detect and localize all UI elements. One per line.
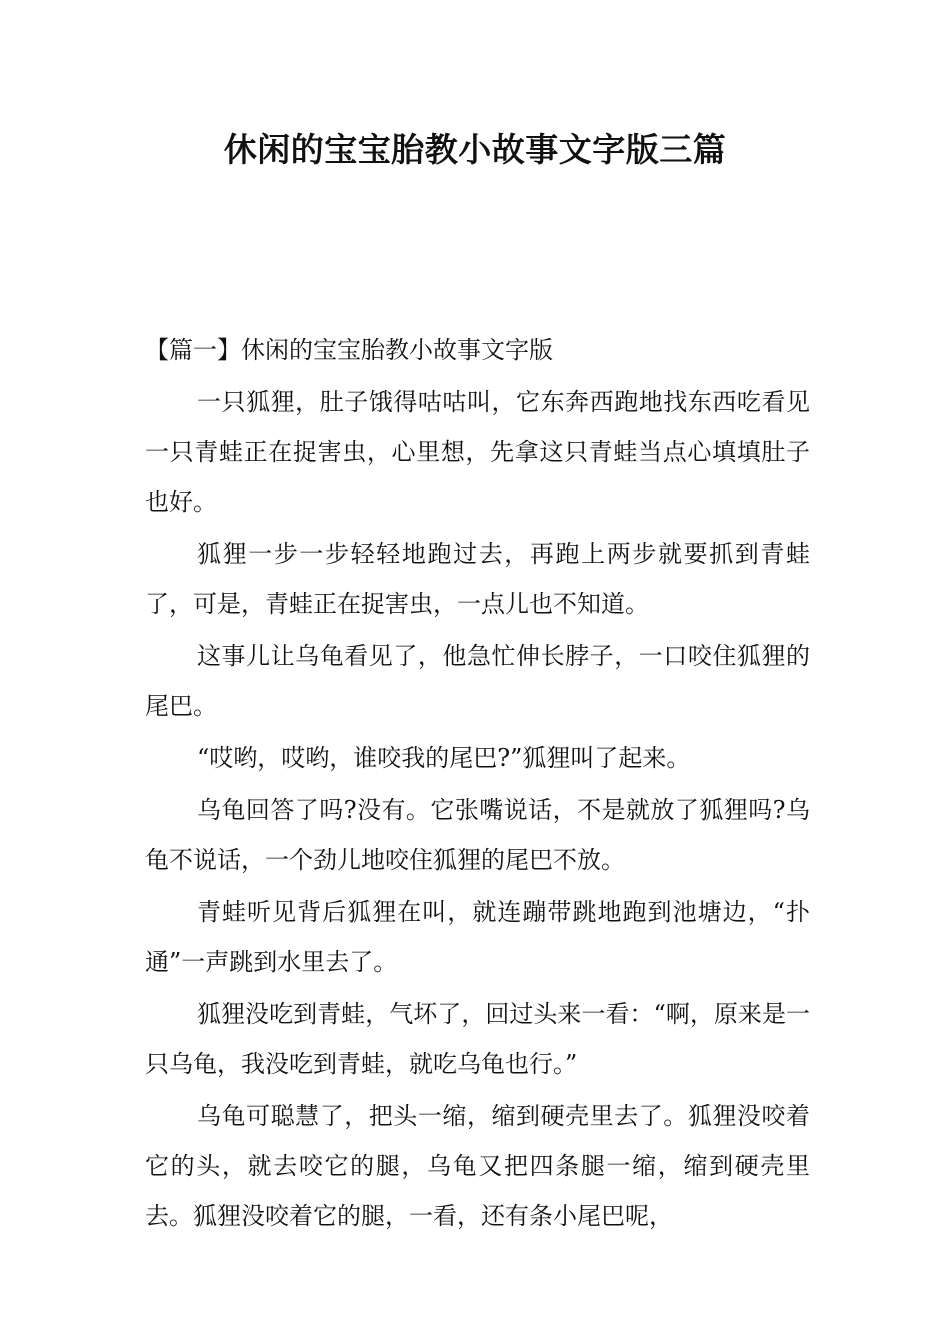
- document-title: 休闲的宝宝胎教小故事文字版三篇: [223, 130, 727, 169]
- paragraph-1: 一只狐狸，肚子饿得咕咕叫，它东奔西跑地找东西吃看见一只青蛙正在捉害虫，心里想，先拿这只青蛙当点心填填肚子也好。: [145, 388, 810, 516]
- paragraph-7: 狐狸没吃到青蛙，气坏了，回过头来一看：“啊，原来是一只乌龟，我没吃到青蛙，就吃乌龟也行。”: [145, 1000, 810, 1078]
- paragraph-6: 青蛙听见背后狐狸在叫，就连蹦带跳地跑到池塘边，“扑通”一声跳到水里去了。: [145, 898, 810, 976]
- paragraph-4: “哎哟，哎哟，谁咬我的尾巴?”狐狸叫了起来。: [197, 744, 691, 772]
- paragraph-8: 乌龟可聪慧了，把头一缩，缩到硬壳里去了。狐狸没咬着它的头，就去咬它的腿，乌龟又把四条腿一缩，缩到硬壳里去。狐狸没咬着它的腿，一看，还有条小尾巴呢，: [145, 1102, 810, 1230]
- paragraph-3: 这事儿让乌龟看见了，他急忙伸长脖子，一口咬住狐狸的尾巴。: [145, 642, 810, 720]
- section-heading: 【篇一】休闲的宝宝胎教小故事文字版: [145, 336, 553, 364]
- document-body: [145, 327, 810, 1243]
- paragraph-5: 乌龟回答了吗?没有。它张嘴说话，不是就放了狐狸吗?乌龟不说话，一个劲儿地咬住狐狸的尾巴不放。: [145, 796, 810, 874]
- paragraph-2: 狐狸一步一步轻轻地跑过去，再跑上两步就要抓到青蛙了，可是，青蛙正在捉害虫，一点儿也不知道。: [145, 540, 810, 618]
